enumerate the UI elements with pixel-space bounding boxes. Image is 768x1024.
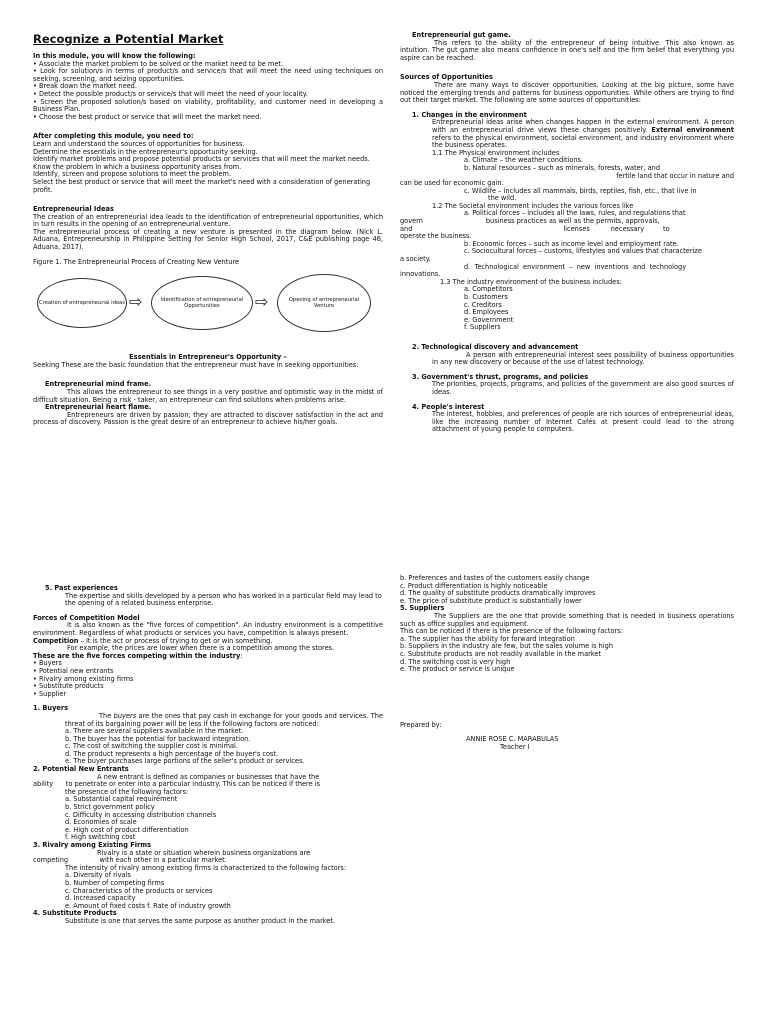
- entrants-text: the presence of the following factors:: [65, 787, 189, 796]
- physical-item: a. Climate – the weather conditions.: [464, 156, 584, 165]
- gov-heading: 3. Government's thrust, programs, and policies: [412, 372, 589, 381]
- competition-definition: – It is the act or process of trying to get or win something.: [78, 636, 273, 645]
- after-item: Learn and understand the sources of opportunities for business.: [33, 139, 245, 148]
- after-item: Select the best product or service that will meet the market's need with a consideration of generating profit.: [33, 177, 371, 194]
- force-item: • Substitute products: [33, 682, 104, 691]
- rivalry-item: e. Amount of fixed costs f. Rate of industry growth: [65, 901, 231, 910]
- buyers-text-part: The: [99, 711, 112, 720]
- sources-text: There are many ways to discover opportunities. Looking at the big picture, some have noticed the emerging trends and patterns for business opportunities. While others are trying to find out their target market. The following are some sources of opportunities:: [400, 80, 734, 105]
- five-forces-heading: These are the five forces competing within the industry:: [33, 651, 243, 660]
- after-heading: After completing this module, you need to:: [33, 132, 194, 141]
- substitute-heading: 4. Substitute Products: [33, 909, 117, 918]
- suppliers-notice: This can be noticed if there is the presence of the following factors:: [400, 627, 623, 636]
- rivalry-item: c. Characteristics of the products or services: [65, 886, 213, 895]
- industry-item: c. Creditors: [464, 300, 502, 309]
- past-text: The expertise and skills developed by a person who has worked in a particular field may lead to the opening of a related business enterprise.: [65, 591, 382, 608]
- buyers-item: e. The buyer purchases large portions of the seller's product or services.: [65, 757, 305, 766]
- forces-text: It is also known as the "five forces of competition". An industry environment is a competitive environment. Regardless of what products or services you have, competition is always present.: [33, 621, 383, 637]
- env-heading: 1. Changes in the environment: [412, 110, 527, 119]
- force-item: • Supplier: [33, 689, 67, 698]
- buyers-text-italic: buyers: [113, 711, 137, 720]
- suppliers-item: e. The product or service is unique: [400, 665, 515, 674]
- ideas-heading: Entrepreneurial Ideas: [33, 205, 114, 214]
- force-item: • Buyers: [33, 659, 62, 668]
- industry-item: a. Competitors: [464, 285, 513, 294]
- entrants-text: A new entrant is defined as companies or businesses that have the: [97, 772, 320, 781]
- env-text-part: refers to the physical environment, societal environment, and industry environment where the business operates.: [432, 133, 734, 150]
- env-text-bold: External environment: [651, 125, 734, 134]
- rivalry-heading: 3. Rivalry among Existing Firms: [33, 841, 152, 849]
- past-heading: 5. Past experiences: [45, 584, 118, 592]
- societal-item: innovations.: [400, 270, 441, 279]
- sources-heading: Sources of Opportunities: [400, 73, 493, 82]
- mind-frame-text: This allows the entrepreneur to see things in a very positive and optimistic way in the midst of difficult situation. Being a risk - taker, an entrepreneur can find solutions when problems arise.: [33, 388, 383, 404]
- societal-item: a society.: [400, 255, 431, 264]
- diagram-node-venture: [277, 274, 371, 332]
- physical-item: can be used for economic gain.: [400, 179, 504, 188]
- force-item: • Potential new entrants: [33, 666, 114, 675]
- buyers-text: [33, 713, 383, 728]
- heart-flame-heading: Entrepreneurial heart flame.: [45, 403, 152, 412]
- left-column-top: [33, 32, 383, 427]
- industry-heading: 1.3 The industry environment of the business includes:: [440, 277, 622, 286]
- figure-caption: Figure 1. The Entrepreneurial Process of Creating New Venture: [33, 257, 240, 266]
- ideas-paragraph: The entrepreneurial process of creating a new venture is presented in the diagram below. (Nick L. Aduana, Entrepreneurship in Philippine Setting for Senior High School, 2017, C&E publishing page 46, Aduana, 2017).: [33, 227, 383, 252]
- suppliers-item: b. Suppliers in the industry are few, but the sales volume is high: [400, 642, 614, 651]
- gut-game-heading: Entrepreneurial gut game.: [412, 31, 511, 39]
- diagram-node-label: Opening of entrepreneurial Venture: [288, 297, 360, 310]
- ideas-paragraph: The creation of an entrepreneurial idea leads to the identification of entrepreneurial opportunities, which in turn results in the opening of an entrepreneurial venture.: [33, 212, 383, 229]
- rivalry-item: a. Diversity of rivals: [65, 871, 131, 880]
- five-forces-title: These are the five forces competing within the industry: [33, 651, 241, 660]
- suppliers-item: a. The supplier has the ability for forward integration: [400, 634, 575, 643]
- substitute-item: d. The quality of substitute products dramatically improves: [400, 589, 596, 598]
- entrants-item: c. Difficulty in accessing distribution channels: [65, 810, 217, 819]
- societal-item: operate the business.: [400, 232, 472, 241]
- diagram-node-label: Identification of entrepreneurial Opportunities: [160, 297, 244, 310]
- essentials-intro: Seeking These are the basic foundation that the entrepreneur must have in seeking opportunities:: [33, 360, 359, 369]
- societal-item: govern business practices as well as the permits, approvals,: [400, 217, 660, 226]
- physical-item: c. Wildlife – includes all mammals, birds, reptiles, fish, etc., that live in: [464, 186, 697, 195]
- arrow-right-icon: ⇨: [129, 292, 143, 312]
- after-item: Know the problem in which a business opportunity arises from.: [33, 162, 242, 171]
- industry-item: d. Employees: [464, 308, 509, 317]
- societal-item: and licenses necessary to: [400, 224, 670, 233]
- process-diagram: [33, 270, 383, 350]
- tech-text: A person with entrepreneurial interest sees possibility of business opportunities in any new discovery or because of the use of latest technology.: [432, 350, 734, 367]
- physical-heading: 1.1 The Physical environment includes: [432, 148, 560, 157]
- rivalry-text: The intensity of rivalry among existing firms is characterized to the following factors:: [65, 863, 347, 872]
- rivalry-item: b. Number of competing firms: [65, 878, 165, 887]
- gut-game-text: This refers to the ability of the entrepreneur of being intuitive. This also known as intuition. The gut game also means confidence in one's self and the firm belief that everything you aspire can be reached.: [400, 38, 734, 62]
- buyers-item: d. The product represents a high percentage of the buyer's cost.: [65, 749, 279, 758]
- entrants-item: f. High switching cost: [65, 833, 136, 842]
- know-item: • Associate the market problem to be solved or the market need to be met.: [33, 59, 284, 68]
- physical-item: b. Natural resources – such as minerals, forests, water, and: [464, 163, 661, 172]
- industry-item: f. Suppliers: [464, 323, 501, 332]
- societal-item: a. Political forces – includes all the laws, rules, and regulations that: [464, 209, 686, 218]
- env-text: [400, 119, 734, 149]
- entrants-item: a. Substantial capital requirement: [65, 795, 178, 804]
- rivalry-item: d. Increased capacity: [65, 894, 136, 903]
- prepared-by-label: Prepared by:: [400, 720, 442, 729]
- entrants-heading: 2. Potential New Entrants: [33, 765, 129, 774]
- industry-item: b. Customers: [464, 293, 508, 301]
- preparer-name: ANNIE ROSE C. MARABULAS: [466, 735, 559, 744]
- physical-item: the wild.: [488, 194, 517, 203]
- industry-item: e. Government: [464, 315, 514, 324]
- env-text-part: Entrepreneurial ideas arise when changes happen in the external environment. A person with an entrepreneurial drive views these changes positively.: [432, 118, 734, 134]
- know-item: • Screen the proposed solution/s based on viability, profitability, and customer need in developing a Business Plan.: [33, 97, 383, 114]
- know-item: • Choose the best product or service that will meet the market need.: [33, 112, 262, 121]
- after-item: Identify market problems and propose potential products or services that will meet the market needs.: [33, 155, 370, 164]
- buyers-item: a. There are several suppliers available in the market.: [65, 727, 244, 736]
- entrants-text: ability to penetrate or enter into a particular industry. This can be noticed if there is: [33, 780, 321, 789]
- left-column-bottom: [33, 585, 383, 926]
- people-heading: 4. People's interest: [412, 402, 485, 411]
- know-item: • Break down the market need.: [33, 82, 137, 91]
- forces-heading: Forces of Competition Model: [33, 613, 140, 622]
- mind-frame-heading: Entrepreneurial mind frame.: [45, 380, 152, 389]
- substitute-item: c. Product differentiation is highly noticeable: [400, 581, 548, 590]
- suppliers-heading: 5. Suppliers: [400, 604, 445, 613]
- diagram-node-label: Creation of entrepreneurial ideas: [39, 300, 125, 307]
- people-text: The interest, hobbies, and preferences of people are rich sources of entrepreneurial ideas, like the increasing number of Internet Cafés at present could lead to the strong attachment of young people to computers.: [432, 410, 734, 434]
- competition-example: For example, the prices are lower when there is a competition among the stores.: [67, 644, 335, 653]
- essentials-heading: Essentials in Entrepreneur's Opportunity –: [129, 353, 287, 362]
- suppliers-text: The Suppliers are the one that provide something that is needed in business operations such as office supplies and equipment.: [400, 611, 734, 628]
- diagram-node-opportunities: [151, 276, 253, 330]
- know-item: • Look for solution/s in terms of product/s and service/s that will meet the need using techniques on seeking, screening, and seizing opportunities.: [33, 67, 383, 83]
- entrants-item: e. High cost of product differentiation: [65, 825, 189, 834]
- gov-text: The priorities, projects, programs, and policies of the government are also good sources of ideas.: [432, 380, 734, 396]
- buyers-item: b. The buyer has the potential for backward integration.: [65, 734, 251, 743]
- entrants-item: b. Strict government policy: [65, 803, 155, 812]
- know-item: • Detect the possible product/s or service/s that will meet the need of your locality.: [33, 89, 308, 98]
- after-item: Identify, screen and propose solutions to meet the problem.: [33, 170, 232, 179]
- societal-item: c. Sociocultural forces – customs, lifestyles and values that characterize: [464, 247, 702, 256]
- substitute-item: b. Preferences and tastes of the customers easily change: [400, 574, 590, 582]
- force-item: • Rivalry among existing firms: [33, 674, 134, 683]
- competition-label: Competition: [33, 636, 79, 645]
- societal-item: b. Economic forces – such as income level and employment rate.: [464, 239, 679, 248]
- societal-heading: 1.2 The Societal environment includes the various forces like: [432, 201, 634, 210]
- buyers-heading: 1. Buyers: [33, 704, 69, 713]
- right-column-top: [400, 32, 734, 434]
- rivalry-text: competing with each other in a particular market.: [33, 856, 227, 865]
- rivalry-text: Rivalry is a state or situation wherein business organizations are: [97, 848, 311, 857]
- right-column-bottom: [400, 575, 734, 752]
- after-item: Determine the essentials in the entrepreneur's opportunity seeking.: [33, 147, 258, 156]
- arrow-right-icon: ⇨: [255, 292, 269, 312]
- heart-flame-text: Entrepreneurs are driven by passion; they are attracted to discover satisfaction in the act and process of discovery. Passion is the great desire of an entrepreneur to achieve his/her goals.: [33, 410, 383, 427]
- entrants-item: d. Economies of scale: [65, 818, 137, 827]
- buyers-text-part: are the ones that pay cash in exchange for your goods and services. The threat of its bargaining power will be less if the following factors are noticed:: [65, 711, 384, 728]
- suppliers-item: d. The switching cost is very high: [400, 657, 511, 666]
- physical-item: fertile land that occur in nature and: [616, 171, 734, 180]
- suppliers-item: c. Substitute products are not readily available in the market: [400, 649, 602, 658]
- tech-heading: 2. Technological discovery and advancement: [412, 342, 579, 351]
- substitute-item: e. The price of substitute product is substantially lower: [400, 596, 582, 605]
- buyers-item: c. The cost of switching the supplier cost is minimal.: [65, 742, 238, 751]
- page-title: Recognize a Potential Market: [33, 32, 224, 46]
- societal-item: d. Technological environment – new inventions and technology: [464, 262, 687, 271]
- know-heading: In this module, you will know the following:: [33, 52, 196, 60]
- diagram-node-ideas: [37, 278, 127, 328]
- substitute-text: Substitute is one that serves the same purpose as another product in the market.: [65, 916, 336, 925]
- preparer-title: Teacher I: [500, 742, 530, 751]
